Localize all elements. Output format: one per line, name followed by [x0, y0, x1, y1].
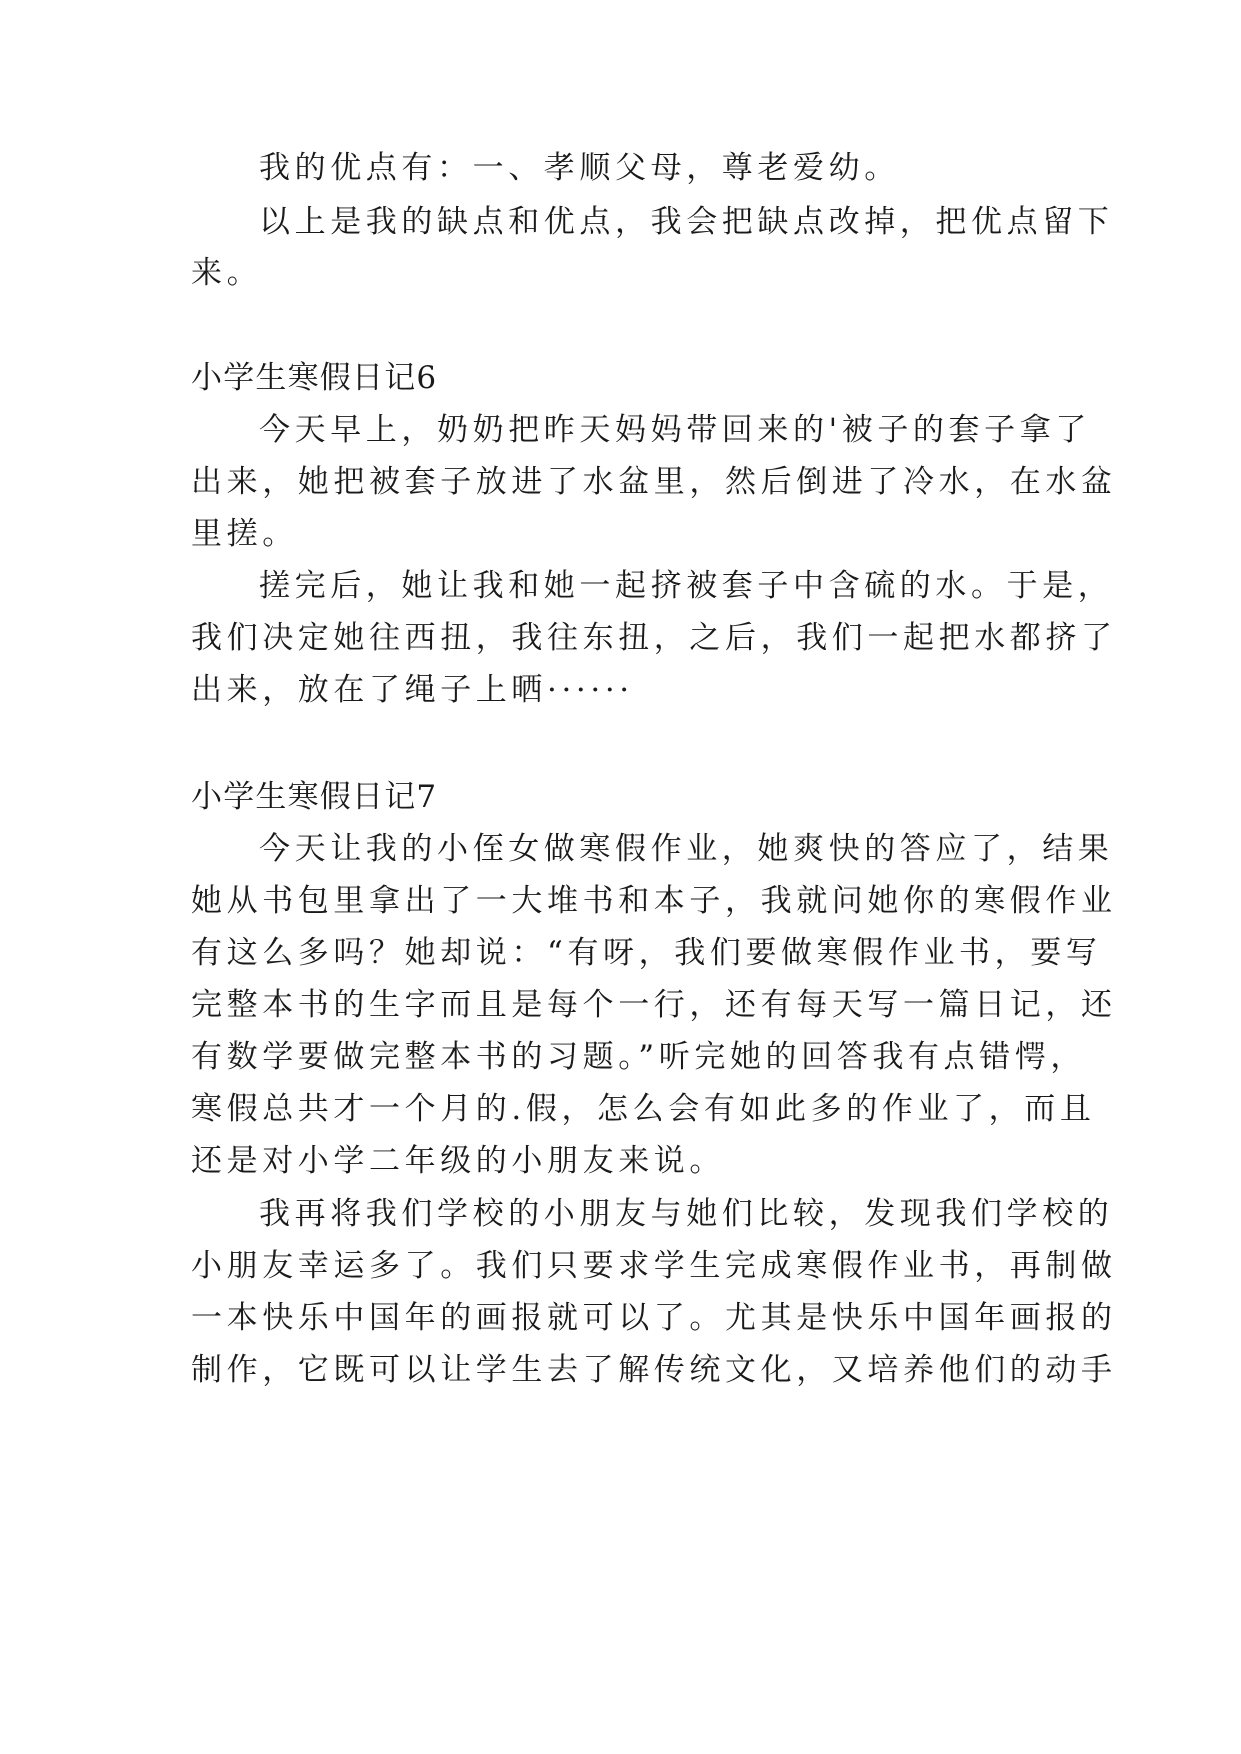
paragraph-line: 今天早上，奶奶把昨天妈妈带回来的'被子的套子拿了	[259, 412, 1091, 448]
paragraph-line: 寒假总共才一个月的.假，怎么会有如此多的作业了，而且	[191, 1091, 1096, 1127]
paragraph-line: 一本快乐中国年的画报就可以了。尤其是快乐中国年画报的	[191, 1300, 1117, 1336]
paragraph-line: 她从书包里拿出了一大堆书和本子，我就问她你的寒假作业	[191, 883, 1117, 919]
paragraph-line: 还是对小学二年级的小朋友来说。	[191, 1143, 725, 1179]
paragraph-line: 里搓。	[191, 516, 298, 552]
paragraph-line: 搓完后，她让我和她一起挤被套子中含硫的水。于是，	[259, 568, 1114, 604]
paragraph-line: 有数学要做完整本书的习题。”听完她的回答我有点错愕，	[191, 1039, 1086, 1075]
paragraph-line: 我再将我们学校的小朋友与她们比较，发现我们学校的	[259, 1196, 1114, 1232]
paragraph-line: 出来，放在了绳子上晒······	[191, 672, 634, 708]
paragraph-line: 小朋友幸运多了。我们只要求学生完成寒假作业书，再制做	[191, 1248, 1117, 1284]
paragraph-line: 今天让我的小侄女做寒假作业，她爽快的答应了，结果	[259, 831, 1114, 867]
paragraph-line: 有这么多吗？她却说：“有呀，我们要做寒假作业书，要写	[191, 935, 1102, 971]
paragraph-line: 我们决定她往西扭，我往东扭，之后，我们一起把水都挤了	[191, 620, 1117, 656]
section-heading: 小学生寒假日记6	[191, 360, 438, 396]
paragraph-line: 来。	[191, 255, 263, 291]
paragraph-line: 制作，它既可以让学生去了解传统文化，又培养他们的动手	[191, 1352, 1117, 1388]
section-heading: 小学生寒假日记7	[191, 779, 438, 815]
paragraph-line: 出来，她把被套子放进了水盆里，然后倒进了冷水，在水盆	[191, 464, 1117, 500]
paragraph-line: 以上是我的缺点和优点，我会把缺点改掉，把优点留下	[259, 204, 1114, 240]
paragraph-line: 完整本书的生字而且是每个一行，还有每天写一篇日记，还	[191, 987, 1117, 1023]
paragraph-line: 我的优点有：一、孝顺父母，尊老爱幼。	[259, 150, 900, 186]
